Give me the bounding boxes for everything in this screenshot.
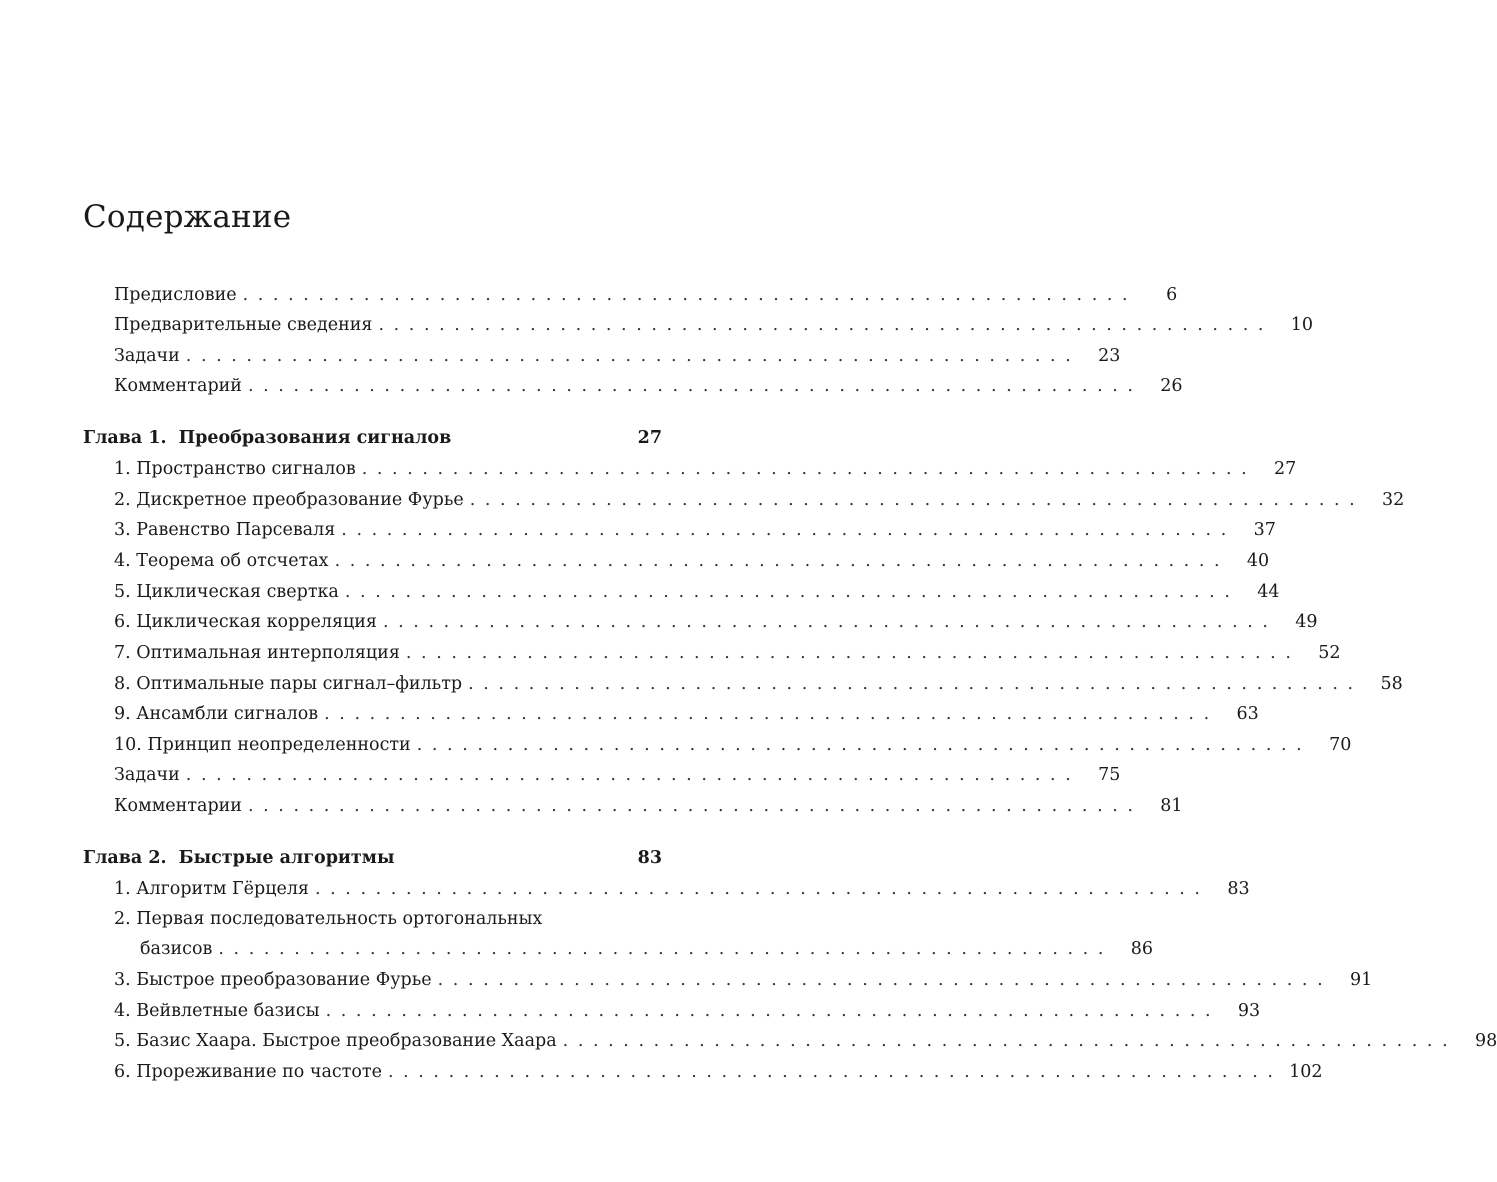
chapter-heading[interactable] <box>83 848 662 874</box>
entry-page: 44 <box>1257 582 1280 602</box>
dot-leader: ........................................................... <box>344 582 1240 602</box>
chapter-page: 83 <box>637 848 662 868</box>
toc-entry[interactable] <box>114 315 1314 339</box>
entry-label: 9. Ансамбли сигналов <box>114 704 319 724</box>
toc-entry[interactable] <box>114 459 1297 483</box>
entry-page: 81 <box>1160 796 1183 816</box>
toc-entry[interactable] <box>140 939 1153 963</box>
dot-leader: ........................................................... <box>416 735 1312 755</box>
toc-entry[interactable] <box>114 704 1259 728</box>
toc-entry[interactable] <box>114 551 1270 575</box>
entry-page: 63 <box>1236 704 1259 724</box>
toc-entry[interactable] <box>114 285 1178 309</box>
dot-leader: ........................................................... <box>361 459 1257 479</box>
toc-entry[interactable] <box>114 376 1183 400</box>
dot-leader: ........................................................... <box>382 612 1278 632</box>
entry-label: 5. Циклическая свертка <box>114 582 339 602</box>
entry-label: 3. Быстрое преобразование Фурье <box>114 970 432 990</box>
dot-leader: ........................................................... <box>334 551 1230 571</box>
entry-label: 5. Базис Хаара. Быстрое преобразование Хаара <box>114 1031 557 1051</box>
entry-page: 86 <box>1130 939 1153 959</box>
chapter-heading[interactable] <box>83 428 662 454</box>
entry-page: 32 <box>1382 490 1405 510</box>
entry-page: 6 <box>1166 285 1178 305</box>
dot-leader: ........................................................... <box>325 1001 1221 1021</box>
toc-entry-continued[interactable]: 2. Первая последовательность ортогональных <box>114 909 543 929</box>
chapter-number: Глава 1. <box>83 428 167 448</box>
entry-label: Предисловие <box>114 285 237 305</box>
chapter-page: 27 <box>637 428 662 448</box>
entry-page: 58 <box>1380 674 1403 694</box>
chapter-title: Быстрые алгоритмы <box>178 848 395 868</box>
toc-entry[interactable] <box>114 1001 1261 1025</box>
dot-leader: ........................................................... <box>378 315 1274 335</box>
dot-leader: ........................................................... <box>247 376 1143 396</box>
toc-entry[interactable] <box>114 582 1280 606</box>
entry-label: 6. Прореживание по частоте <box>114 1062 382 1082</box>
toc-entry[interactable] <box>114 735 1352 759</box>
dot-leader: ........................................................... <box>405 643 1301 663</box>
entry-page: 49 <box>1295 612 1318 632</box>
toc-entry[interactable] <box>114 796 1183 820</box>
entry-label: 8. Оптимальные пары сигнал–фильтр <box>114 674 463 694</box>
dot-leader: ........................................................... <box>468 674 1363 694</box>
page-title: Содержание <box>83 199 292 235</box>
entry-page: 26 <box>1160 376 1183 396</box>
toc-entry[interactable] <box>114 1062 1323 1086</box>
dot-leader: ........................................................... <box>387 1062 1283 1082</box>
entry-label: 3. Равенство Парсеваля <box>114 520 336 540</box>
entry-label: 4. Теорема об отсчетах <box>114 551 329 571</box>
entry-label: Предварительные сведения <box>114 315 373 335</box>
entry-page: 37 <box>1253 520 1276 540</box>
entry-label: 10. Принцип неопределенности <box>114 735 411 755</box>
dot-leader: ........................................................... <box>314 879 1210 899</box>
toc-entry[interactable] <box>114 879 1250 903</box>
dot-leader: ........................................................... <box>562 1031 1458 1051</box>
dot-leader: ........................................................... <box>247 796 1143 816</box>
entry-page: 27 <box>1274 459 1297 479</box>
entry-page: 10 <box>1290 315 1314 335</box>
dot-leader: ........................................................... <box>341 520 1236 540</box>
entry-page: 93 <box>1237 1001 1261 1021</box>
entry-label: 4. Вейвлетные базисы <box>114 1001 320 1021</box>
entry-page: 91 <box>1349 970 1373 990</box>
entry-label: Комментарии <box>114 796 242 816</box>
entry-label: 7. Оптимальная интерполяция <box>114 643 400 663</box>
entry-page: 40 <box>1246 551 1270 571</box>
entry-page: 75 <box>1098 765 1121 785</box>
dot-leader: ........................................................... <box>242 285 1138 305</box>
toc-entry[interactable] <box>114 643 1341 667</box>
entry-label: Задачи <box>114 765 180 785</box>
chapter-title-group <box>83 848 395 868</box>
entry-page: 102 <box>1289 1062 1323 1082</box>
entry-label: 1. Пространство сигналов <box>114 459 356 479</box>
entry-page: 98 <box>1474 1031 1497 1051</box>
dot-leader: ........................................................... <box>437 970 1333 990</box>
dot-leader: ........................................................... <box>469 490 1365 510</box>
entry-label: Задачи <box>114 346 180 366</box>
entry-page: 83 <box>1227 879 1250 899</box>
dot-leader: ........................................................... <box>218 939 1113 959</box>
entry-label: Комментарий <box>114 376 242 396</box>
entry-label: базисов <box>140 939 213 959</box>
entry-label: 2. Дискретное преобразование Фурье <box>114 490 464 510</box>
entry-page: 23 <box>1098 346 1121 366</box>
toc-entry[interactable] <box>114 490 1405 514</box>
entry-label: 6. Циклическая корреляция <box>114 612 377 632</box>
dot-leader: ........................................................... <box>185 346 1081 366</box>
toc-entry[interactable] <box>114 520 1276 544</box>
toc-entry[interactable] <box>114 346 1121 370</box>
entry-page: 52 <box>1318 643 1341 663</box>
toc-entry[interactable] <box>114 612 1318 636</box>
toc-entry[interactable] <box>114 674 1403 698</box>
toc-entry[interactable] <box>114 970 1373 994</box>
dot-leader: ........................................................... <box>185 765 1081 785</box>
chapter-title: Преобразования сигналов <box>178 428 452 448</box>
toc-entry[interactable] <box>114 1031 1497 1055</box>
chapter-number: Глава 2. <box>83 848 167 868</box>
dot-leader: ........................................................... <box>324 704 1219 724</box>
entry-label: 1. Алгоритм Гёрцеля <box>114 879 309 899</box>
entry-page: 70 <box>1329 735 1352 755</box>
toc-entry[interactable] <box>114 765 1121 789</box>
chapter-title-group <box>83 428 451 448</box>
